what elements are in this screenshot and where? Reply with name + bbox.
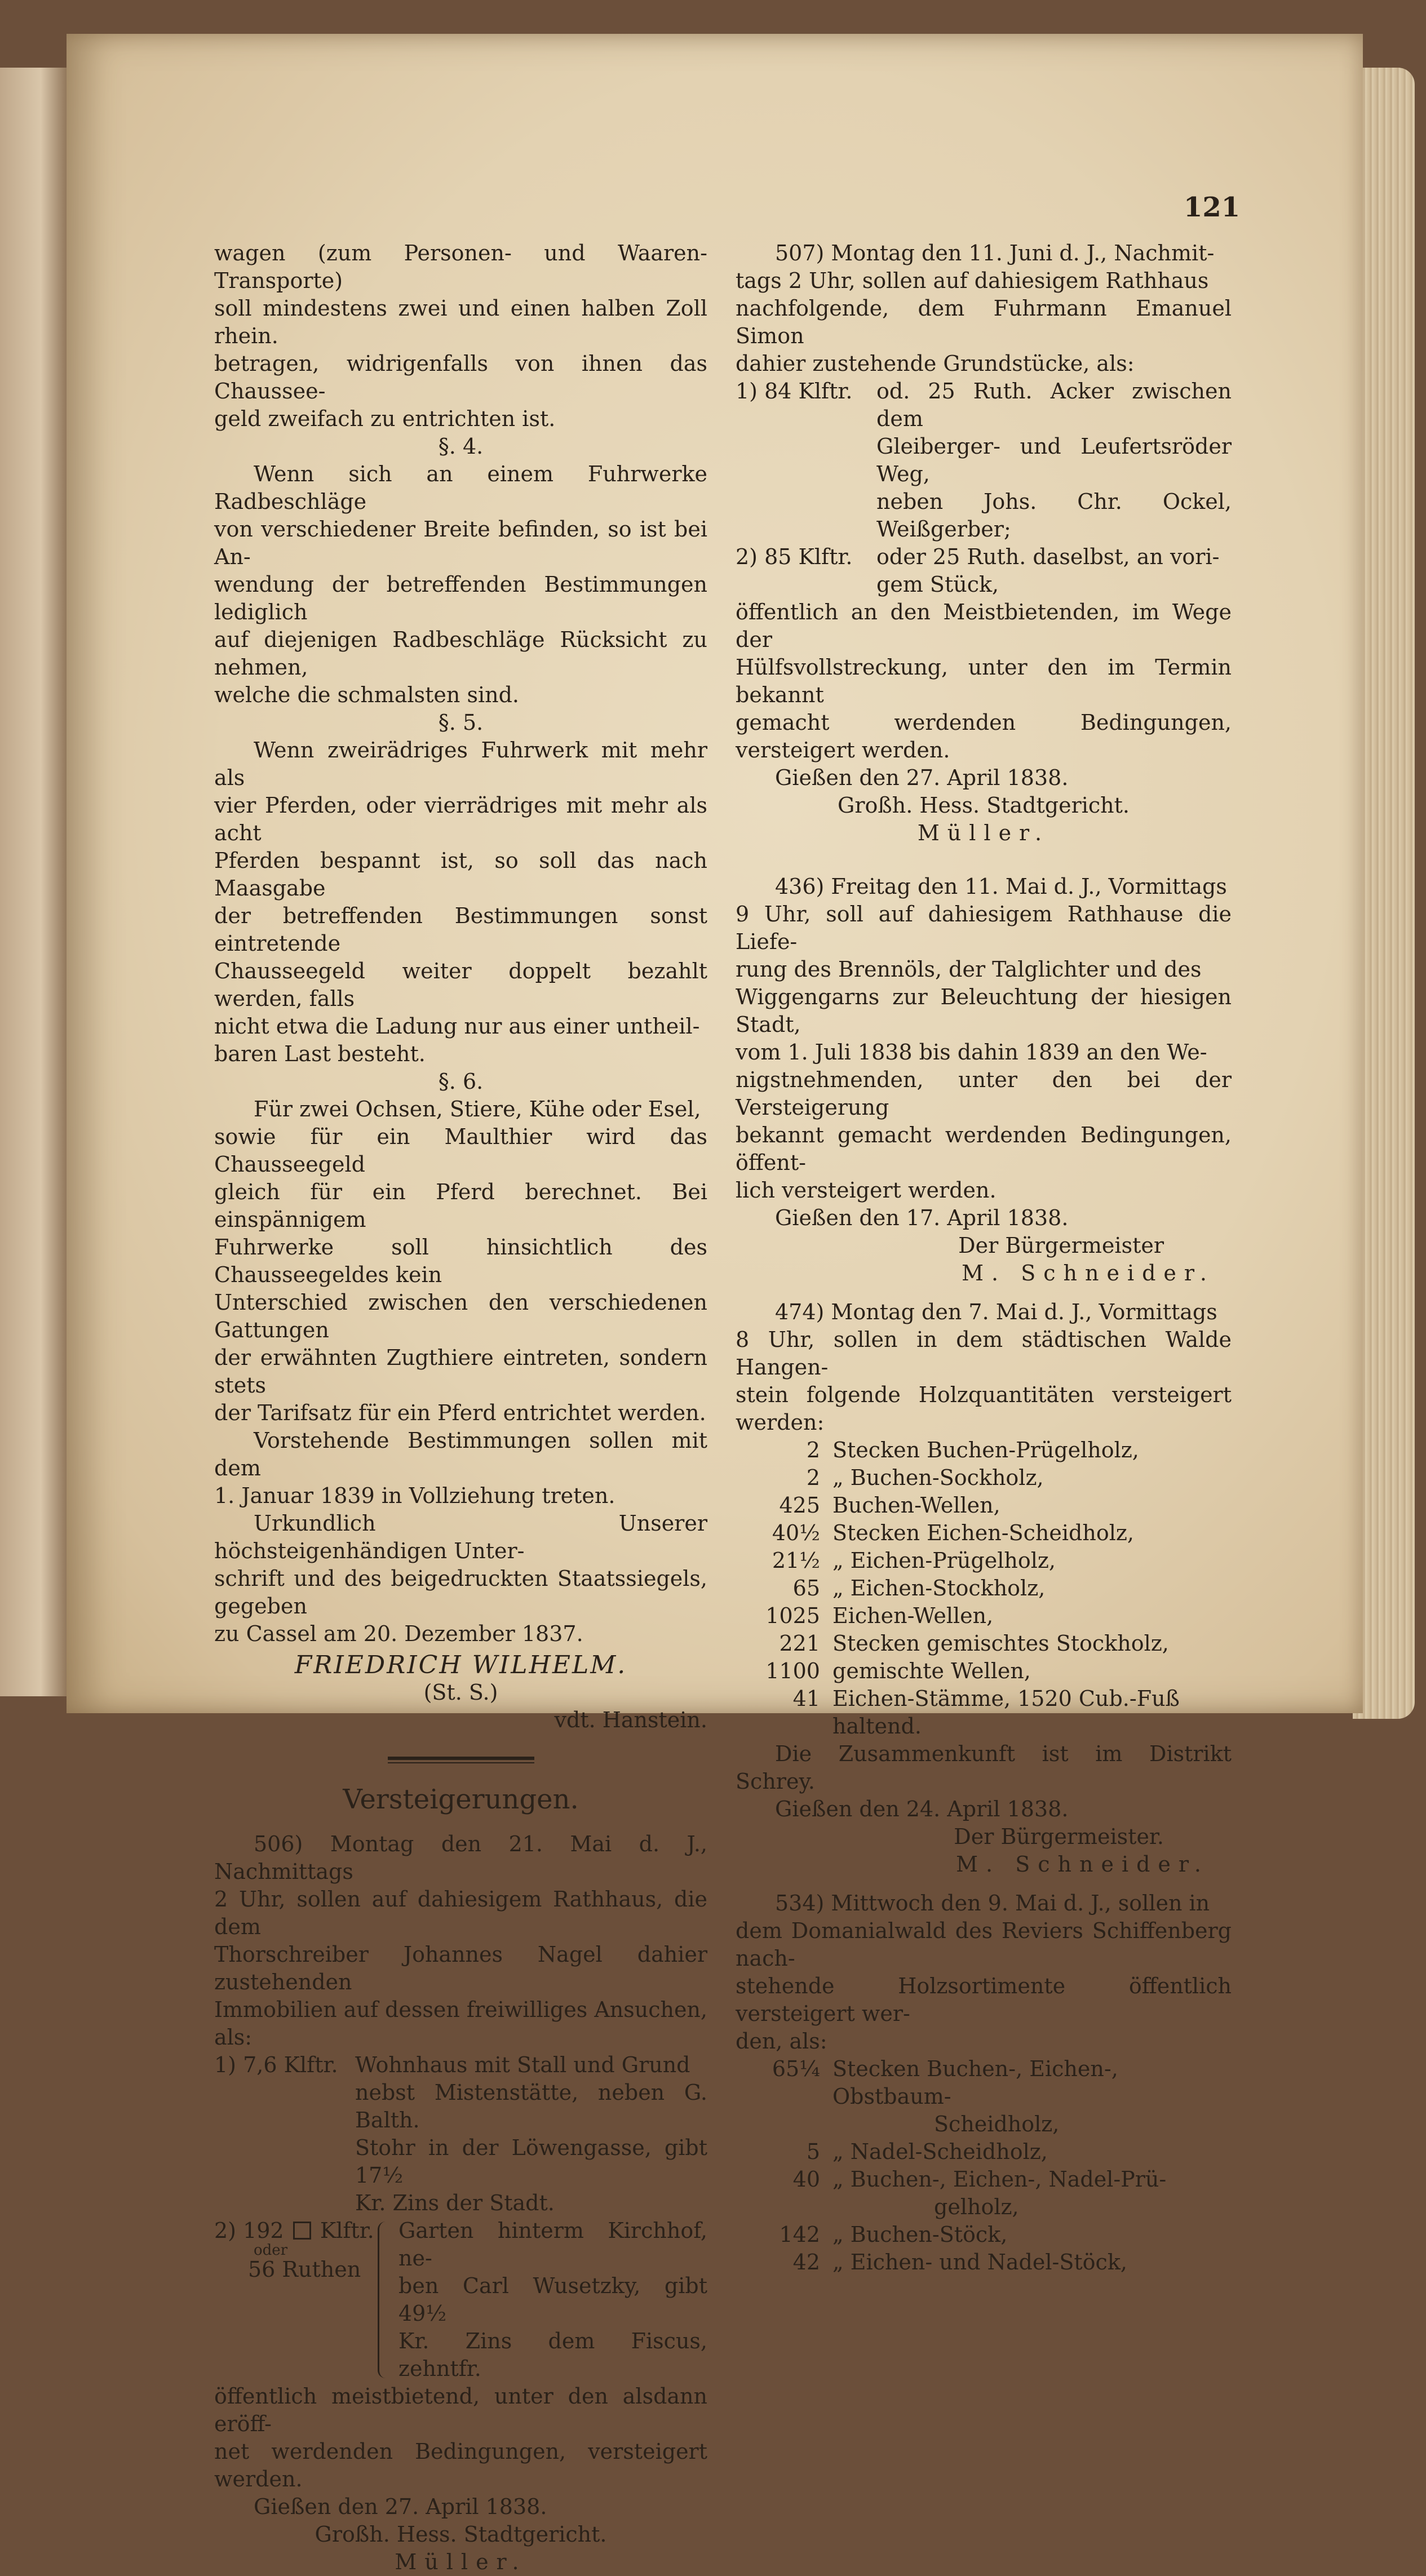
item-text: „ Eichen-Stockholz, xyxy=(832,1576,1046,1600)
text-line: Vorstehende Bestimmungen sollen mit dem xyxy=(214,1428,707,1480)
text-line: Wenn zweirädriges Fuhrwerk mit mehr als xyxy=(214,738,707,790)
text-line: 507) Montag den 11. Juni d. J., Nachmit- xyxy=(775,241,1215,265)
list-item xyxy=(736,1685,1232,1740)
text-line: stehende Holzsortimente öffentlich versteigert wer- xyxy=(736,1974,1232,2026)
item-unit: Klftr. xyxy=(320,2218,374,2243)
official-name: Müller. xyxy=(917,821,1050,845)
text-line: 2 Uhr, sollen auf dahiesigem Rathhaus, die dem xyxy=(214,1887,707,1939)
text-line: Thorschreiber Johannes Nagel dahier zustehenden xyxy=(214,1942,707,1994)
left-column xyxy=(214,240,707,2576)
text-line: Kr. Zins dem Fiscus, zehntfr. xyxy=(398,2329,707,2381)
text-line: 474) Montag den 7. Mai d. J., Vormittags xyxy=(775,1300,1217,1324)
section-title: §. 4. xyxy=(438,434,484,459)
signature-name: FRIEDRICH WILHELM. xyxy=(294,1651,627,1679)
text-line: Hülfsvollstreckung, unter den im Termin bekannt xyxy=(736,655,1232,707)
text-line: Kr. Zins der Stadt. xyxy=(355,2191,555,2215)
text-line: 506) Montag den 21. Mai d. J., Nachmittags xyxy=(214,1832,707,1884)
item-text: „ Buchen-, Eichen-, Nadel-Prü- xyxy=(832,2167,1167,2192)
list-item xyxy=(736,1519,1232,1547)
text-line: nicht etwa die Ladung nur aus einer untheil- xyxy=(214,1014,700,1039)
square-symbol xyxy=(293,2222,311,2240)
official-name: M. Schneider. xyxy=(962,1261,1215,1285)
list-item xyxy=(736,2111,1232,2138)
text-line: Gleiberger- und Leufertsröder Weg, xyxy=(876,434,1232,486)
text-line: Unterschied zwischen den verschiedenen Gattungen xyxy=(214,1290,707,1342)
meeting-place: Die Zusammenkunft ist im Distrikt Schrey. xyxy=(736,1741,1232,1794)
text-line: vom 1. Juli 1838 bis dahin 1839 an den We- xyxy=(736,1040,1207,1065)
text-line: net werdenden Bedingungen, versteigert werden. xyxy=(214,2439,707,2491)
text-line: Urkundlich Unserer höchsteigenhändigen Unter- xyxy=(214,1511,707,1563)
text-line: Garten hinterm Kirchhof, ne- xyxy=(398,2218,707,2271)
text-line: öffentlich an den Meistbietenden, im Wege der xyxy=(736,600,1232,652)
text-line: nigstnehmenden, unter den bei der Versteigerung xyxy=(736,1067,1232,1120)
list-item xyxy=(736,1492,1232,1519)
text-line: od. 25 Ruth. Acker zwischen dem xyxy=(876,379,1232,431)
page-number: 121 xyxy=(1184,192,1241,223)
official-role: Der Bürgermeister. xyxy=(954,1824,1164,1849)
item-text: Stecken gemischtes Stockholz, xyxy=(832,1631,1169,1656)
list-item xyxy=(736,2221,1232,2249)
text-line: stein folgende Holzquantitäten versteigert werden: xyxy=(736,1382,1232,1435)
section-title: §. 6. xyxy=(438,1069,484,1094)
text-line: gemacht werdenden Bedingungen, versteigert werden. xyxy=(736,710,1232,762)
text-line: nebst Mistenstätte, neben G. Balth. xyxy=(355,2080,707,2132)
text-line: Immobilien auf dessen freiwilliges Ansuchen, als: xyxy=(214,1997,708,2050)
brace-mark xyxy=(378,2222,391,2378)
court-name: Großh. Hess. Stadtgericht. xyxy=(838,793,1130,818)
section-title: §. 5. xyxy=(438,710,484,735)
list-item xyxy=(736,1464,1232,1492)
text-line: der erwähnten Zugthiere eintreten, sondern stets xyxy=(214,1345,707,1398)
notice-date: Gießen den 17. April 1838. xyxy=(775,1205,1069,1230)
list-item xyxy=(736,2249,1232,2276)
right-column xyxy=(736,240,1232,2276)
text-line: geld zweifach zu entrichten ist. xyxy=(214,406,556,431)
court-name: Großh. Hess. Stadtgericht. xyxy=(315,2522,607,2547)
text-line: den, als: xyxy=(736,2029,827,2054)
text-line: gem Stück, xyxy=(876,572,999,597)
item-alt-measure: 56 Ruthen xyxy=(248,2257,361,2282)
item-text: Eichen-Stämme, 1520 Cub.-Fuß haltend. xyxy=(832,1686,1180,1739)
list-item xyxy=(736,2055,1232,2111)
list-item xyxy=(736,1575,1232,1602)
facing-page-edge xyxy=(0,68,68,1696)
text-line: rung des Brennöls, der Talglichter und des xyxy=(736,957,1202,982)
notice-date: Gießen den 27. April 1838. xyxy=(775,765,1069,790)
list-item xyxy=(736,1547,1232,1575)
text-line: Wohnhaus mit Stall und Grund xyxy=(355,2052,690,2077)
text-line: wagen (zum Personen- und Waaren-Transporte) xyxy=(214,241,707,293)
item-number: 1) 84 Klftr. xyxy=(736,379,853,404)
quantity: 1025 xyxy=(765,1603,820,1628)
text-line: gleich für ein Pferd berechnet. Bei einspännigem xyxy=(214,1180,707,1232)
item-text: „ Buchen-Sockholz, xyxy=(832,1465,1044,1490)
list-item xyxy=(736,378,1232,543)
text-line: Fuhrwerke soll hinsichtlich des Chausseegeldes kein xyxy=(214,1235,707,1287)
text-line: der betreffenden Bestimmungen sonst eintretende xyxy=(214,903,707,956)
quantity: 2 xyxy=(806,1438,820,1462)
quantity: 40 xyxy=(792,2167,820,2192)
list-item xyxy=(736,1657,1232,1685)
quantity: 65¼ xyxy=(772,2056,820,2081)
quantity: 21½ xyxy=(772,1548,820,1573)
notice-date: Gießen den 27. April 1838. xyxy=(254,2494,547,2519)
list-item xyxy=(736,543,1232,598)
text-line: Chausseegeld weiter doppelt bezahlt werden, falls xyxy=(214,959,707,1011)
text-line: bekannt gemacht werdenden Bedingungen, öffent- xyxy=(736,1123,1232,1175)
item-text: gelholz, xyxy=(934,2194,1019,2219)
text-line: dem Domanialwald des Reviers Schiffenberg nach- xyxy=(736,1918,1232,1971)
list-item xyxy=(736,1602,1232,1630)
text-line: welche die schmalsten sind. xyxy=(214,682,519,707)
text-line: schrift und des beigedruckten Staatssiegels, gegeben xyxy=(214,1566,707,1619)
quantity: 65 xyxy=(792,1576,820,1600)
official-name: Müller. xyxy=(395,2550,527,2574)
text-line: 436) Freitag den 11. Mai d. J., Vormittags xyxy=(775,874,1227,899)
quantity: 42 xyxy=(792,2250,820,2274)
auctions-heading: Versteigerungen. xyxy=(343,1784,579,1815)
item-text: Buchen-Wellen, xyxy=(832,1493,1000,1518)
notice-date: Gießen den 24. April 1838. xyxy=(775,1797,1069,1821)
quantity: 425 xyxy=(779,1493,820,1518)
item-text: „ Eichen- und Nadel-Stöck, xyxy=(832,2250,1127,2274)
item-text: „ Nadel-Scheidholz, xyxy=(832,2139,1048,2164)
text-line: wendung der betreffenden Bestimmungen lediglich xyxy=(214,572,707,624)
text-line: soll mindestens zwei und einen halben Zoll rhein. xyxy=(214,296,707,348)
item-number: 1) 7,6 Klftr. xyxy=(214,2052,338,2077)
text-line: Pferden bespannt ist, so soll das nach Maasgabe xyxy=(214,848,707,901)
text-line: ben Carl Wusetzky, gibt 49½ xyxy=(398,2273,707,2326)
item-text: Stecken Buchen-, Eichen-, Obstbaum- xyxy=(832,2056,1118,2109)
text-line: tags 2 Uhr, sollen auf dahiesigem Rathhaus xyxy=(736,268,1209,293)
text-line: neben Johs. Chr. Ockel, Weißgerber; xyxy=(876,489,1232,542)
text-line: zu Cassel am 20. Dezember 1837. xyxy=(214,1621,583,1646)
text-line: Wenn sich an einem Fuhrwerke Radbeschläge xyxy=(214,462,707,514)
text-line: baren Last besteht. xyxy=(214,1041,426,1066)
item-text: Eichen-Wellen, xyxy=(832,1603,994,1628)
quantity: 41 xyxy=(792,1686,820,1711)
item-text: Stecken Buchen-Prügelholz, xyxy=(832,1438,1139,1462)
text-line: Für zwei Ochsen, Stiere, Kühe oder Esel, xyxy=(254,1097,701,1121)
quantity: 221 xyxy=(779,1631,820,1656)
quantity: 40½ xyxy=(772,1520,820,1545)
text-line: vier Pferden, oder vierrädriges mit mehr als acht xyxy=(214,793,707,845)
or-label: oder xyxy=(254,2242,288,2259)
item-text: gemischte Wellen, xyxy=(832,1659,1031,1683)
text-line: Stohr in der Löwengasse, gibt 17½ xyxy=(355,2135,707,2188)
text-line: dahier zustehende Grundstücke, als: xyxy=(736,351,1135,376)
item-text: „ Eichen-Prügelholz, xyxy=(832,1548,1056,1573)
text-line: öffentlich meistbietend, unter den alsdann eröff- xyxy=(214,2384,707,2436)
list-item xyxy=(736,1630,1232,1657)
item-number: 2) 85 Klftr. xyxy=(736,544,853,569)
text-line: 1. Januar 1839 in Vollziehung treten. xyxy=(214,1483,615,1508)
quantity: 5 xyxy=(806,2139,820,2164)
quantity: 1100 xyxy=(765,1659,820,1683)
list-item xyxy=(736,1436,1232,1464)
seal-mark: (St. S.) xyxy=(423,1680,498,1705)
official-name: M. Schneider. xyxy=(956,1852,1209,1877)
text-line: sowie für ein Maulthier wird das Chausseegeld xyxy=(214,1124,707,1177)
countersignature: vdt. Hanstein. xyxy=(554,1708,707,1732)
official-role: Der Bürgermeister xyxy=(958,1233,1164,1258)
text-line: auf diejenigen Radbeschläge Rücksicht zu nehmen, xyxy=(214,627,707,680)
text-line: der Tarifsatz für ein Pferd entrichtet werden. xyxy=(214,1400,706,1425)
item-number: 2) 192 xyxy=(214,2218,284,2243)
list-item xyxy=(736,2166,1232,2193)
quantity xyxy=(736,2111,832,2138)
text-line: 9 Uhr, soll auf dahiesigem Rathhause die Liefe- xyxy=(736,902,1232,954)
text-line: betragen, widrigenfalls von ihnen das Chaussee- xyxy=(214,351,707,404)
text-line: von verschiedener Breite befinden, so ist bei An- xyxy=(214,517,707,569)
text-line: 534) Mittwoch den 9. Mai d. J., sollen in xyxy=(775,1891,1210,1916)
list-item xyxy=(736,2138,1232,2166)
text-line: Wiggengarns zur Beleuchtung der hiesigen Stadt, xyxy=(736,985,1232,1037)
list-item xyxy=(736,2193,1232,2221)
item-text: Stecken Eichen-Scheidholz, xyxy=(832,1520,1134,1545)
text-line: lich versteigert werden. xyxy=(736,1178,997,1203)
quantity xyxy=(736,2193,832,2221)
text-line: nachfolgende, dem Fuhrmann Emanuel Simon xyxy=(736,296,1232,348)
quantity: 2 xyxy=(806,1465,820,1490)
item-text: „ Buchen-Stöck, xyxy=(832,2222,1008,2247)
item-text: Scheidholz, xyxy=(934,2112,1060,2136)
list-item xyxy=(214,2217,707,2383)
quantity: 142 xyxy=(779,2222,820,2247)
text-line: oder 25 Ruth. daselbst, an vori- xyxy=(876,544,1220,569)
section-divider xyxy=(388,1757,534,1763)
list-item xyxy=(214,2051,707,2217)
text-line: 8 Uhr, sollen in dem städtischen Walde Hangen- xyxy=(736,1327,1232,1380)
